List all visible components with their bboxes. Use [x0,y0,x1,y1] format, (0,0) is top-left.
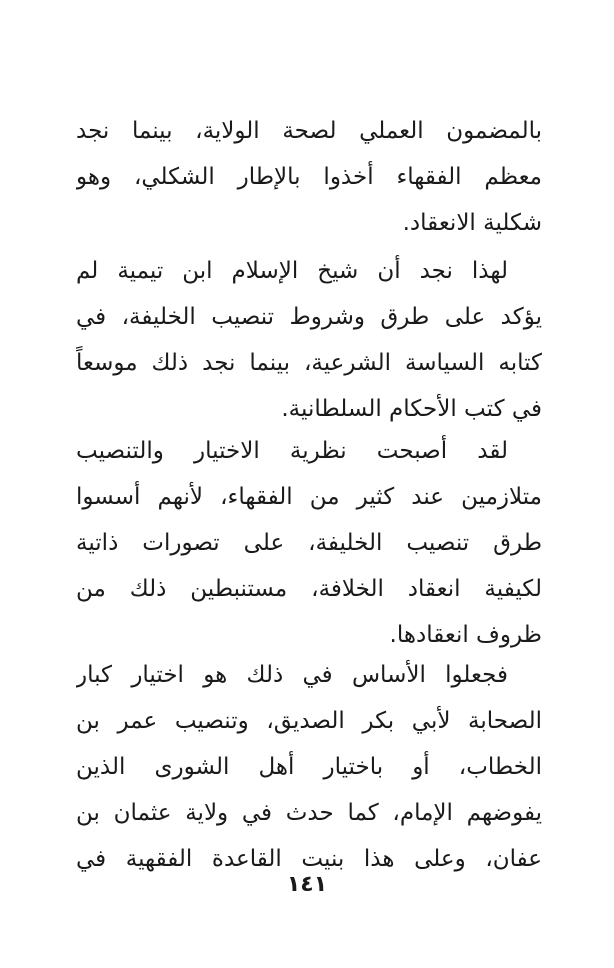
paragraph-line: لكيفية انعقاد الخلافة، مستنبطين ذلك من [76,576,542,602]
paragraph-line: معظم الفقهاء أخذوا بالإطار الشكلي، وهو [76,164,542,190]
paragraph-line: شكلية الانعقاد. [402,210,542,236]
page-number: ١٤١ [286,872,328,897]
paragraph-2 [76,248,542,432]
paragraph-line: في كتب الأحكام السلطانية. [281,396,542,422]
paragraph-line: فجعلوا الأساس في ذلك هو اختيار كبار [76,662,508,688]
paragraph-line: يفوضهم الإمام، كما حدث في ولاية عثمان بن [76,800,542,826]
paragraph-line: متلازمين عند كثير من الفقهاء، لأنهم أسسوا [76,484,542,510]
paragraph-line: طرق تنصيب الخليفة، على تصورات ذاتية [76,530,542,556]
paragraph-line: ظروف انعقادها. [389,622,542,648]
paragraph-4 [76,652,542,882]
paragraph-line: الصحابة لأبي بكر الصديق، وتنصيب عمر بن [76,708,542,734]
paragraph-3 [76,428,542,658]
paragraph-line: لهذا نجد أن شيخ الإسلام ابن تيمية لم [76,258,508,284]
paragraph-line: الخطاب، أو باختيار أهل الشورى الذين [76,754,542,780]
paragraph-line: عفان، وعلى هذا بنيت القاعدة الفقهية في [76,846,542,872]
paragraph-line: كتابه السياسة الشرعية، بينما نجد ذلك موسعاً [76,350,542,376]
paragraph-1 [76,108,542,246]
paragraph-line: يؤكد على طرق وشروط تنصيب الخليفة، في [76,304,542,330]
paragraph-line: بالمضمون العملي لصحة الولاية، بينما نجد [76,118,542,144]
paragraph-line: لقد أصبحت نظرية الاختيار والتنصيب [76,438,508,464]
